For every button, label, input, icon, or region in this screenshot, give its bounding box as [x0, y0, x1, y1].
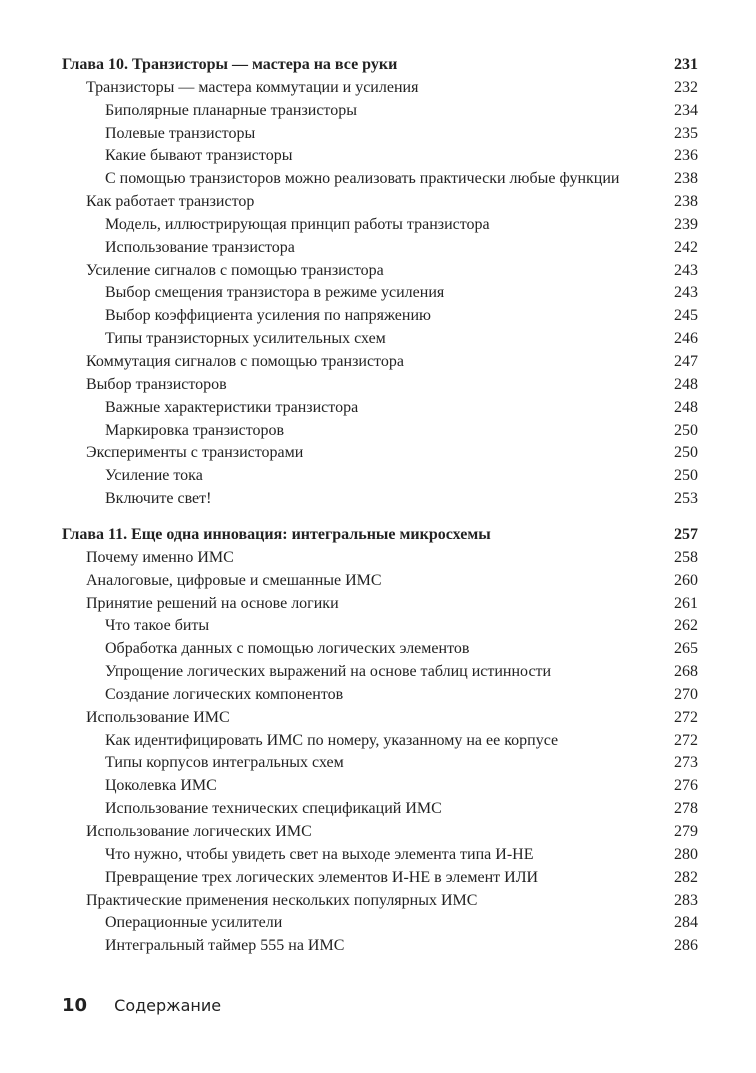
entry-title: Маркировка транзисторов	[105, 421, 285, 439]
entry-title: Как работает транзистор	[86, 193, 255, 211]
entry-title: Глава 11. Еще одна инновация: интегральные микросхемы	[62, 526, 491, 543]
entry-page: 238	[674, 170, 698, 188]
toc-entry	[62, 844, 698, 867]
entry-page: 238	[674, 193, 698, 211]
entry-title: Включите свет!	[105, 490, 212, 508]
entry-title: Использование ИМС	[86, 708, 230, 726]
entry-title: Что нужно, чтобы увидеть свет на выходе элемента типа И-НЕ	[105, 845, 534, 863]
toc-entry	[62, 775, 698, 798]
entry-title: Как идентифицировать ИМС по номеру, указанному на ее корпусе	[105, 731, 559, 749]
toc-entry	[62, 260, 698, 283]
entry-title: Выбор смещения транзистора в режиме усиления	[105, 284, 445, 302]
page-number: 10	[62, 995, 88, 1016]
entry-title: Использование транзистора	[105, 238, 295, 256]
entry-page: 235	[674, 124, 698, 142]
entry-page: 232	[674, 78, 698, 96]
page-footer	[62, 995, 221, 1016]
entry-page: 273	[674, 754, 698, 772]
entry-title: Типы транзисторных усилительных схем	[105, 330, 386, 348]
toc-entry	[62, 707, 698, 730]
entry-page: 248	[674, 375, 698, 393]
toc-chapter-10	[62, 54, 698, 511]
toc-entry	[62, 145, 698, 168]
toc-entry	[62, 237, 698, 260]
entry-page: 286	[674, 937, 698, 955]
entry-page: 250	[674, 444, 698, 462]
entry-title: Что такое биты	[105, 617, 210, 635]
entry-title: Интегральный таймер 555 на ИМС	[105, 937, 345, 955]
entry-title: Усиление тока	[105, 467, 203, 485]
entry-page: 283	[674, 891, 698, 909]
toc-entry	[62, 570, 698, 593]
entry-title: Полевые транзисторы	[105, 124, 256, 142]
entry-page: 260	[674, 571, 698, 589]
entry-title: Эксперименты с транзисторами	[86, 444, 304, 462]
toc-entry	[62, 593, 698, 616]
toc-entry	[62, 397, 698, 420]
entry-page: 231	[674, 56, 698, 73]
entry-title: Транзисторы — мастера коммутации и усиления	[86, 78, 419, 96]
entry-page: 272	[674, 708, 698, 726]
entry-page: 284	[674, 914, 698, 932]
running-title: Содержание	[114, 996, 222, 1015]
toc-entry	[62, 328, 698, 351]
entry-title: Практические применения нескольких популярных ИМС	[86, 891, 478, 909]
entry-page: 246	[674, 330, 698, 348]
entry-page: 236	[674, 147, 698, 165]
entry-page: 280	[674, 845, 698, 863]
toc-entry	[62, 730, 698, 753]
entry-page: 239	[674, 215, 698, 233]
entry-page: 278	[674, 800, 698, 818]
entry-page: 242	[674, 238, 698, 256]
entry-title: Усиление сигналов с помощью транзистора	[86, 261, 384, 279]
entry-title: С помощью транзисторов можно реализовать практически любые функции	[105, 170, 620, 188]
entry-title: Принятие решений на основе логики	[86, 594, 339, 612]
toc-entry	[62, 374, 698, 397]
entry-page: 270	[674, 685, 698, 703]
entry-title: Операционные усилители	[105, 914, 283, 932]
entry-page: 257	[674, 526, 698, 543]
entry-title: Использование технических спецификаций ИМС	[105, 800, 442, 818]
entry-page: 268	[674, 663, 698, 681]
toc-entry	[62, 547, 698, 570]
entry-page: 261	[674, 594, 698, 612]
entry-title: Глава 10. Транзисторы — мастера на все руки	[62, 56, 398, 73]
toc-entry	[62, 123, 698, 146]
entry-page: 234	[674, 101, 698, 119]
entry-title: Аналоговые, цифровые и смешанные ИМС	[86, 571, 382, 589]
entry-title: Использование логических ИМС	[86, 822, 312, 840]
entry-page: 258	[674, 548, 698, 566]
toc-entry	[62, 890, 698, 913]
entry-page: 250	[674, 421, 698, 439]
entry-page: 245	[674, 307, 698, 325]
entry-title: Какие бывают транзисторы	[105, 147, 293, 165]
entry-title: Выбор коэффициента усиления по напряжению	[105, 307, 431, 325]
toc-entry	[62, 442, 698, 465]
entry-title: Важные характеристики транзистора	[105, 398, 359, 416]
toc-entry	[62, 488, 698, 511]
entry-title: Выбор транзисторов	[86, 375, 227, 393]
toc-entry	[62, 798, 698, 821]
toc-entry	[62, 420, 698, 443]
entry-page: 243	[674, 284, 698, 302]
entry-page: 276	[674, 777, 698, 795]
toc-entry	[62, 661, 698, 684]
entry-title: Биполярные планарные транзисторы	[105, 101, 357, 119]
entry-page: 279	[674, 822, 698, 840]
entry-page: 247	[674, 352, 698, 370]
toc-entry	[62, 351, 698, 374]
entry-page: 248	[674, 398, 698, 416]
toc-entry	[62, 912, 698, 935]
toc-entry	[62, 867, 698, 890]
entry-title: Коммутация сигналов с помощью транзистора	[86, 352, 404, 370]
entry-page: 250	[674, 467, 698, 485]
chapter-entry	[62, 54, 698, 77]
toc-entry	[62, 465, 698, 488]
entry-page: 265	[674, 640, 698, 658]
entry-title: Упрощение логических выражений на основе таблиц истинности	[105, 663, 552, 681]
toc-entry	[62, 77, 698, 100]
entry-page: 262	[674, 617, 698, 635]
toc-entry	[62, 935, 698, 958]
entry-title: Создание логических компонентов	[105, 685, 344, 703]
chapter-entry	[62, 524, 698, 547]
entry-title: Модель, иллюстрирующая принцип работы транзистора	[105, 215, 490, 233]
toc-chapter-11	[62, 524, 698, 958]
toc-entry	[62, 638, 698, 661]
toc-entry	[62, 615, 698, 638]
toc-entry	[62, 100, 698, 123]
toc-entry	[62, 821, 698, 844]
entry-page: 282	[674, 868, 698, 886]
entry-page: 272	[674, 731, 698, 749]
entry-title: Типы корпусов интегральных схем	[105, 754, 344, 772]
entry-title: Обработка данных с помощью логических элементов	[105, 640, 470, 658]
entry-title: Превращение трех логических элементов И-НЕ в элемент ИЛИ	[105, 868, 539, 886]
entry-title: Почему именно ИМС	[86, 548, 234, 566]
toc-entry	[62, 214, 698, 237]
entry-page: 253	[674, 490, 698, 508]
toc-entry	[62, 168, 698, 191]
toc-entry	[62, 684, 698, 707]
toc-entry	[62, 305, 698, 328]
entry-title: Цоколевка ИМС	[105, 777, 217, 795]
toc-entry	[62, 282, 698, 305]
toc-entry	[62, 752, 698, 775]
toc-entry	[62, 191, 698, 214]
entry-page: 243	[674, 261, 698, 279]
